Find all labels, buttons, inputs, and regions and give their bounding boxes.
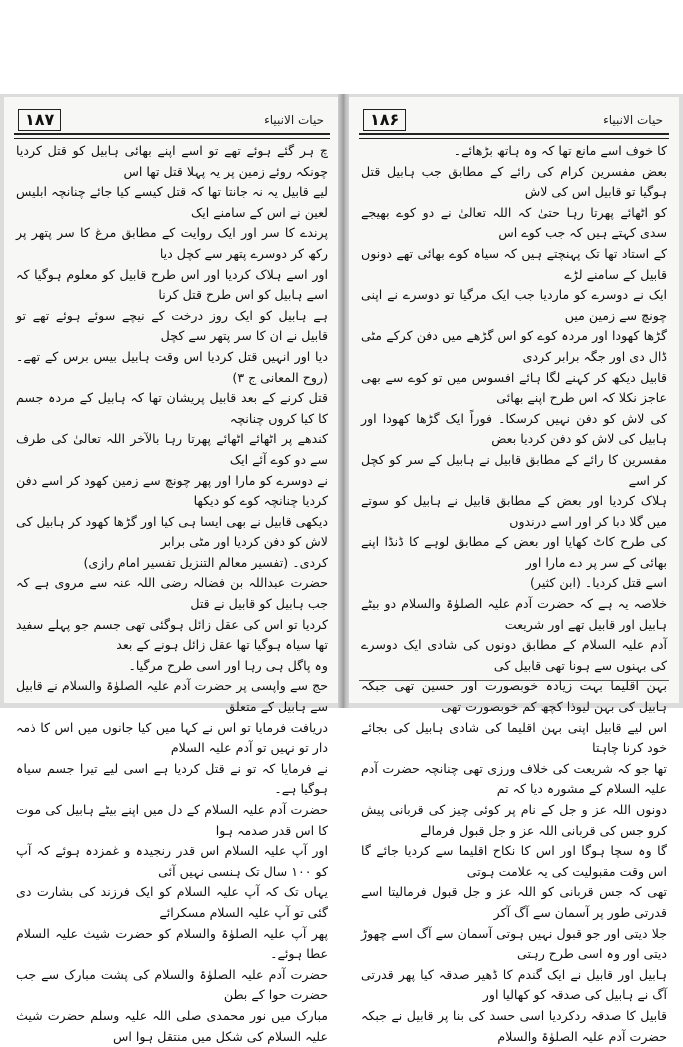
- right-page-number: ۱۸۶: [363, 109, 406, 131]
- text-line: چ ہر گئے ہوئے تھے تو اسے اپنے بھائی ہابیل کو قتل کردیا چونکہ روئے زمین پر یہ پہلا قتل تھا اس: [16, 143, 328, 179]
- text-line: مبارک میں نور محمدی صلی اللہ علیہ وسلم حضرت شیث علیہ السلام کی شکل میں منتقل ہوا اس: [16, 1007, 328, 1044]
- text-line: کی لاش کو دفن نہیں کرسکا۔ فوراً ایک گڑھا کھودا اور ہابیل کی لاش کو دفن کردیا بعض: [361, 410, 667, 447]
- text-line: یہاں تک کہ آپ علیہ السلام کو ایک فرزند کی بشارت دی گئی تو آپ علیہ السلام مسکرائے: [16, 884, 328, 920]
- text-line: دیا اور انہیں قتل کردیا اس وقت ہابیل بیس برس کے تھے۔ (روح المعانی ج ۳): [16, 348, 328, 385]
- right-page-header: [359, 109, 669, 135]
- right-page-body: [361, 141, 667, 1044]
- text-line: اس لیے قابیل اپنی بہن اقلیما کی شادی ہابیل کی بجائے خود کرنا چاہتا: [361, 719, 667, 756]
- text-line: اسے قتل کردیا۔ (ابن کثیر): [529, 575, 667, 591]
- text-line: خلاصہ یہ ہے کہ حضرت آدم علیہ الصلوٰۃ والسلام دو بیٹے ہابیل اور قابیل تھے اور شریعت: [361, 596, 667, 632]
- text-line: اور آپ علیہ السلام اس قدر رنجیدہ و غمزدہ ہوئے کہ آپ کو ۱۰۰ سال تک ہنسی نہیں آئی: [16, 843, 328, 879]
- text-line: حج سے واپسی پر حضرت آدم علیہ الصلوٰۃ والسلام نے قابیل سے ہابیل کے متعلق: [16, 678, 328, 715]
- right-running-title: حیات الانبیاء: [603, 113, 663, 127]
- text-line: قتل کرنے کے بعد قابیل پریشان تھا کہ ہابیل کے مردہ جسم کا کیا کروں چنانچہ: [16, 390, 328, 426]
- text-line: دریافت فرمایا تو اس نے کہا میں کیا جانوں میں اس کا ذمہ دار تو نہیں تو آدم علیہ السلام: [16, 719, 328, 756]
- text-line: تھی کہ جس قربانی کو اللہ عز و جل قبول فرمالیتا اسے قدرتی طور پر آسمان سے آگ آکر: [361, 884, 667, 920]
- text-line: گا وہ سچا ہوگا اور اس کا نکاح اقلیما سے کردیا جائے گا اس وقت مقبولیت کی یہ علامت ہوتی: [361, 843, 667, 879]
- left-page: [4, 97, 340, 1044]
- text-line: کی طرح کاٹ کھایا اور بعض کے مطابق لوہے کا ڈنڈا اپنے بھائی کے سر پر دے مارا اور: [361, 534, 667, 570]
- text-line: جلا دیتی اور جو قبول نہیں ہوتی آسمان سے آگ اسے چھوڑ دیتی اور وہ اسی طرح رہتی: [361, 925, 667, 962]
- text-line: قابیل دیکھ کر کہنے لگا ہائے افسوس میں تو کوے سے بھی عاجز نکلا کہ اس طرح اپنے بھائی: [361, 369, 667, 406]
- left-page-header: [14, 109, 330, 135]
- text-line: بہن اقلیما بہت زیادہ خوبصورت اور حسین تھی جبکہ ہابیل کی بہن لیوذا کچھ کم خوبصورت تھی: [361, 678, 667, 715]
- text-line: کندھے پر اٹھائے اٹھائے پھرتا رہا بالآخر اللہ تعالیٰ کی طرف سے دو کوے آئے ایک: [16, 431, 328, 467]
- text-line: کردیا تو اس کی عقل زائل ہوگئی تھی جسم جو پہلے سفید تھا سیاہ ہوگیا تھا عقل زائل ہونے کے بعد: [16, 616, 328, 653]
- text-line: دونوں اللہ عز و جل کے نام پر کوئی چیز کی قربانی پیش کرو جس کی قربانی اللہ عز و جل قبول فرمالے: [361, 802, 667, 838]
- text-line: حضرت عبداللہ بن فضالہ رضی اللہ عنہ سے مروی ہے کہ جب ہابیل کو قابیل نے قتل: [16, 575, 328, 612]
- text-line: وہ پاگل ہی رہا اور اسی طرح مرگیا۔: [128, 657, 328, 673]
- left-running-title: حیات الانبیاء: [264, 113, 324, 127]
- text-line: کا خوف اسے مانع تھا کہ وہ ہاتھ بڑھائے۔: [453, 143, 667, 158]
- left-page-body: [16, 141, 328, 1044]
- text-line: اور اسے ہلاک کردیا اور اس طرح قابیل کو معلوم ہوگیا کہ اسے ہابیل کو اس طرح قتل کرنا: [16, 266, 328, 303]
- text-line: قابیل کا صدقہ ردکردیا اسی حسد کی بنا پر قابیل نے جبکہ حضرت آدم علیہ الصلوٰۃ والسلام: [361, 1007, 667, 1044]
- text-line: لیے قابیل یہ نہ جانتا تھا کہ قتل کیسے کیا جائے چنانچہ ابلیس لعین نے اس کے سامنے ایک: [16, 184, 328, 220]
- text-line: پرندے کا سر اور ایک روایت کے مطابق مرغ کا سر پتھر پر رکھ کر دوسرے پتھر سے کچل دیا: [16, 225, 328, 261]
- text-line: دیکھی قابیل نے بھی ایسا ہی کیا اور گڑھا کھود کر ہابیل کی لاش کو دفن کردیا اور مٹی برابر: [16, 513, 328, 550]
- text-line: ہلاک کردیا اور بعض کے مطابق قابیل نے ہابیل کو سوتے میں گلا دبا کر اور اسے درندوں: [361, 493, 667, 529]
- text-line: حضرت آدم علیہ الصلوٰۃ والسلام کی پشت مبارک سے جب حضرت حوا کے بطن: [16, 966, 328, 1003]
- text-line: ہے ہابیل کو ایک روز درخت کے نیچے سوئے ہوئے تھے تو قابیل نے ان کا سر پتھر سے کچل: [16, 307, 328, 344]
- text-line: حضرت آدم علیہ السلام کے دل میں اپنے بیٹے ہابیل کی موت کا اس قدر صدمہ ہوا: [16, 802, 328, 838]
- left-page-number: ۱۸۷: [18, 109, 61, 131]
- text-line: کو اٹھائے پھرتا رہا حتیٰ کہ اللہ تعالیٰ نے دو کوے بھیجے سدی کہتے ہیں کہ جب کوے اس: [361, 204, 667, 241]
- text-line: گڑھا کھودا اور مردہ کوے کو اس گڑھے میں دفن کرکے مٹی ڈال دی اور جگہ برابر کردی: [361, 328, 667, 364]
- text-line: نے فرمایا کہ تو نے قتل کردیا ہے اسی لیے تیرا جسم سیاہ ہوگیا ہے۔: [16, 760, 328, 797]
- text-line: کردی۔ (تفسیر معالم التنزیل تفسیر امام رازی): [83, 554, 328, 570]
- text-line: ہابیل اور قابیل نے ایک گندم کا ڈھیر صدقہ کیا پھر قدرتی آگ نے ہابیل کی صدقہ کو کھالیا اور: [361, 966, 667, 1003]
- text-line: نے دوسرے کو مارا اور پھر چونچ سے زمین کھود کر اسے دفن کردیا چنانچہ کوے کو دیکھا: [16, 472, 328, 509]
- text-line: پھر آپ علیہ الصلوٰۃ والسلام کو حضرت شیث علیہ السلام عطا ہوئے۔: [16, 925, 328, 962]
- text-line: آدم علیہ السلام کے مطابق دونوں کی شادی ایک دوسرے کی بہنوں سے ہونا تھی قابیل کی: [361, 637, 667, 673]
- right-page: [349, 97, 679, 1044]
- text-line: بعض مفسرین کرام کی رائے کے مطابق جب ہابیل قتل ہوگیا تو قابیل اس کی لاش: [361, 163, 667, 200]
- text-line: مفسرین کا رائے کے مطابق قابیل نے ہابیل کے سر کو کچل کر اسے: [361, 451, 667, 488]
- text-line: ایک نے دوسرے کو ماردیا جب ایک مرگیا تو دوسرے نے اپنی چونچ سے زمین میں: [361, 287, 667, 323]
- text-line: تھا جو کہ شریعت کی خلاف ورزی تھی چنانچہ حضرت آدم علیہ السلام کے مشورہ دیا کہ تم: [361, 760, 667, 797]
- right-page-rule: [359, 680, 669, 681]
- text-line: کے استاد تھا تک پہنچتے ہیں کہ سیاہ کوے بھائی تھے دونوں قابیل کے سامنے لڑے: [361, 245, 667, 282]
